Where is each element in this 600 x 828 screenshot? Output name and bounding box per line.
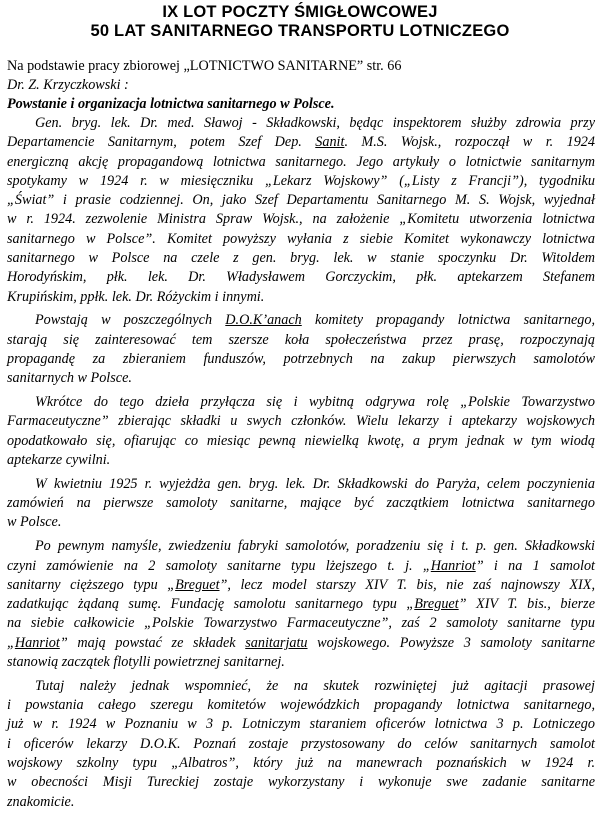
- text-line: Wkrótce do tego dzieła przyłącza się i wybitną odgrywa rolę „Polskie Towarzystwo: [35, 394, 595, 411]
- article-body: [7, 114, 595, 812]
- text-line: energiczną akcję propagandową lotnictwa sanitarnego. Jego artykuły o lotnictwie sanitarnym: [7, 153, 595, 170]
- underlined-word: Breguet: [175, 576, 220, 593]
- document-title-line-1: IX LOT POCZTY ŚMIGŁOWCOWEJ: [162, 3, 438, 21]
- underlined-word: sanitarjatu: [245, 634, 308, 651]
- text-line: sanitarny cięższego typu „Breguet”, lecz model starszy XIV T. bis, nie zaś najnowszy XIX,: [7, 576, 595, 593]
- text-line: w r. 1924. zezwolenie Ministra Spraw Wojsk., na założenie „Komitetu utworzenia lotnictwa: [7, 211, 595, 228]
- text-line: Horodyńskim, płk. lek. Dr. Władysławem Gorczyckim, płk. aptekarzem Stefanem: [7, 269, 595, 286]
- underlined-word: D.O.K’anach: [225, 312, 302, 329]
- text-line: już w r. 1924 w Poznaniu w 3 p. Lotniczym staraniem oficerów lotnictwa 3 p. Lotniczego: [7, 716, 595, 733]
- underlined-word: Breguet: [414, 596, 459, 613]
- text-line: sanitarnych w Polsce.: [7, 370, 132, 387]
- text-line: Farmaceutyczne” zbierając składki u swych członków. Wielu lekarzy i aptekarzy wojskowych: [7, 413, 595, 430]
- text-line: Gen. bryg. lek. Dr. med. Sławoj - Składkowski, będąc inspektorem służby zdrowia przy: [35, 115, 595, 131]
- text-line: wojskowy szkolny typu „Albatros”, który już na manewrach poznańskich w 1924 r.: [7, 755, 595, 771]
- author-line: Dr. Z. Krzyczkowski :: [7, 77, 129, 93]
- text-line: znakomicie.: [7, 793, 75, 810]
- underlined-word: Sanit: [315, 134, 345, 151]
- text-line: starają się zainteresować tem szersze koła społeczeństwa przez prasę, rozpoczynają: [7, 331, 595, 348]
- text-line: zamówień na pierwsze samoloty sanitarne, mające być zaczątkiem lotnictwa sanitarnego: [7, 495, 595, 512]
- text-line: i oficerów lekarzy D.O.K. Poznań zostaje przystosowany do celów sanitarnych samolot: [7, 735, 595, 752]
- text-line: aptekarze cywilni.: [7, 452, 111, 469]
- text-line: Departamencie Sanitarnym, potem Szef Dep. Sanit. M.S. Wojsk., rozpoczął w r. 1924: [7, 134, 595, 151]
- text-line: „Hanriot” mają powstać ze składek sanitarjatu wojskowego. Powyższe 3 samoloty sanitarne: [7, 634, 595, 651]
- text-line: „Świat” i prasie codziennej. On, jako Szef Departamentu Sanitarnego M. S. Wojsk, wyjednał: [7, 192, 595, 209]
- text-line: w obecności Misji Tureckiej zostaje wykorzystany i wykonuje swe zadanie sanitarne: [7, 774, 595, 791]
- text-line: Po pewnym namyśle, zwiedzeniu fabryki samolotów, poradzeniu się i t. p. gen. Składkowski: [35, 538, 595, 555]
- text-line: sanitarnego w Polsce”. Komitet powyższy wyłania z siebie Komitet wykonawczy lotnictwa: [7, 230, 595, 247]
- text-line: W kwietniu 1925 r. wyjeżdża gen. bryg. lek. Dr. Składkowski do Paryża, celem poczynienia: [35, 475, 595, 492]
- text-line: i powstania całego szeregu komitetów wojewódzkich propagandy lotnictwa sanitarnego,: [7, 697, 595, 714]
- underlined-word: Hanriot: [14, 634, 60, 651]
- text-line: spotykamy w 1924 r. w miesięczniku „Lekarz Wojskowy” („Listy z Francji”), tygodniku: [7, 172, 595, 189]
- text-line: sanitarnego w Polsce na czele z gen. bryg. lek. w stanie spoczynku Dr. Witoldem: [7, 250, 595, 267]
- source-citation: Na podstawie pracy zbiorowej „LOTNICTWO SANITARNE” str. 66: [7, 58, 402, 74]
- paragraph: [7, 393, 595, 470]
- text-line: propagandę za zbieraniem funduszów, potrzebnych na zakup pierwszych samolotów: [7, 351, 595, 368]
- text-line: stanowią zaczątek flotylli powietrznej sanitarnej.: [7, 654, 285, 671]
- text-line: zadatkując żądaną sumę. Fundację samolotu sanitarnego typu „Breguet” XIV T. bis., bierze: [7, 596, 595, 613]
- paragraph: [7, 677, 595, 812]
- text-line: Krupińskim, ppłk. lek. Dr. Różyckim i innymi.: [7, 288, 265, 305]
- paragraph: [7, 537, 595, 672]
- text-line: Powstają w poszczególnych D.O.K’anach komitety propagandy lotnictwa sanitarnego,: [35, 312, 595, 329]
- text-line: Tutaj należy jednak wspomnieć, że na skutek rozwiniętej już agitacji prasowej: [35, 677, 595, 694]
- text-line: na siebie całkowicie „Polskie Towarzystwo Farmaceutyczne”, zaś 2 samoloty sanitarne typu: [7, 615, 595, 632]
- document-title-line-2: 50 LAT SANITARNEGO TRANSPORTU LOTNICZEGO: [90, 22, 510, 40]
- paragraph: [7, 311, 595, 388]
- paragraph: [7, 475, 595, 533]
- text-line: czyni zamówienie na 2 samoloty sanitarne typu lżejszego t. j. „Hanriot” i na 1 samolot: [7, 557, 595, 574]
- underlined-word: Hanriot: [430, 557, 476, 574]
- text-line: opodatkowało się, ofiarując co miesiąc pewną niewielką kwotę, a prym jednak w tym wiodą: [7, 432, 595, 449]
- text-line: w Polsce.: [7, 514, 62, 531]
- paragraph: [7, 114, 595, 307]
- section-heading: Powstanie i organizacja lotnictwa sanitarnego w Polsce.: [7, 96, 335, 112]
